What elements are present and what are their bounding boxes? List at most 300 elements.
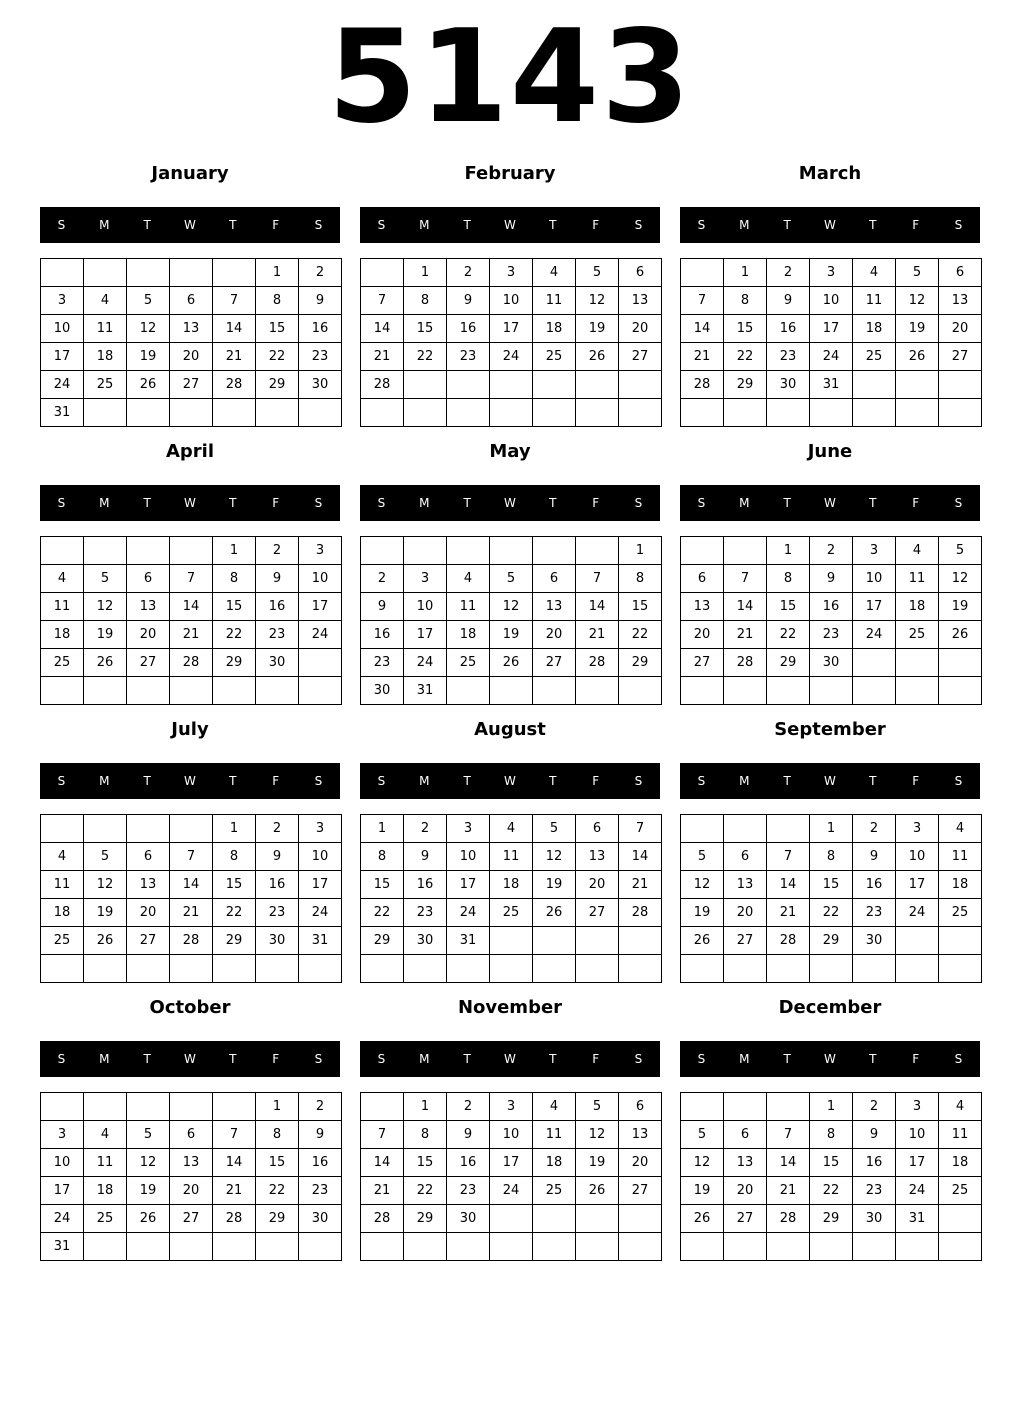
day-cell (810, 399, 853, 427)
day-cell: 24 (490, 343, 533, 371)
day-cell: 28 (681, 371, 724, 399)
day-cell: 18 (853, 315, 896, 343)
week-row (41, 537, 342, 565)
day-cell: 26 (127, 371, 170, 399)
day-cell: 10 (490, 1121, 533, 1149)
day-cell: 29 (619, 649, 662, 677)
week-row (681, 343, 982, 371)
weekday-label: T (229, 218, 237, 232)
day-cell (213, 1233, 256, 1261)
day-cell: 15 (619, 593, 662, 621)
day-cell (213, 259, 256, 287)
day-cell: 10 (896, 1121, 939, 1149)
day-cell (299, 399, 342, 427)
day-cell: 9 (256, 565, 299, 593)
day-cell (939, 677, 982, 705)
day-cell: 9 (853, 1121, 896, 1149)
day-cell (853, 955, 896, 983)
day-cell (724, 1093, 767, 1121)
week-row (361, 315, 662, 343)
day-cell: 31 (299, 927, 342, 955)
day-cell: 7 (170, 565, 213, 593)
day-cell (170, 1233, 213, 1261)
weekday-label: M (99, 774, 110, 788)
day-cell: 27 (724, 927, 767, 955)
day-cell: 11 (41, 871, 84, 899)
day-cell (576, 927, 619, 955)
day-cell: 2 (810, 537, 853, 565)
weekday-label: S (377, 774, 386, 788)
month-name: February (464, 163, 556, 184)
day-cell: 1 (619, 537, 662, 565)
day-cell: 3 (447, 815, 490, 843)
weekday-header (360, 1041, 660, 1077)
day-cell: 1 (767, 537, 810, 565)
week-row (681, 1149, 982, 1177)
day-cell: 21 (170, 621, 213, 649)
day-cell: 23 (256, 621, 299, 649)
day-cell: 29 (724, 371, 767, 399)
day-cell (939, 1205, 982, 1233)
day-cell (404, 399, 447, 427)
day-cell: 6 (681, 565, 724, 593)
weekday-label: S (314, 774, 323, 788)
day-cell: 12 (896, 287, 939, 315)
day-cell: 12 (84, 593, 127, 621)
weekday-label: T (783, 1052, 791, 1066)
weekday-header (360, 485, 660, 521)
day-cell: 15 (810, 871, 853, 899)
week-row (681, 815, 982, 843)
weekday-label: S (314, 218, 323, 232)
week-row (681, 899, 982, 927)
day-cell: 10 (41, 1149, 84, 1177)
day-cell: 4 (490, 815, 533, 843)
day-cell: 29 (810, 927, 853, 955)
day-cell (213, 399, 256, 427)
day-cell: 22 (724, 343, 767, 371)
day-cell: 2 (853, 815, 896, 843)
day-cell: 28 (724, 649, 767, 677)
day-cell: 8 (767, 565, 810, 593)
week-row (681, 315, 982, 343)
day-cell: 20 (724, 899, 767, 927)
day-cell (619, 1205, 662, 1233)
day-cell: 3 (41, 287, 84, 315)
weekday-label: S (57, 1052, 66, 1066)
day-cell: 12 (681, 1149, 724, 1177)
day-cell: 3 (490, 1093, 533, 1121)
day-cell: 6 (127, 565, 170, 593)
day-cell: 14 (681, 315, 724, 343)
day-cell: 22 (361, 899, 404, 927)
weekday-label: W (504, 496, 516, 510)
day-cell (767, 677, 810, 705)
day-cell (533, 1233, 576, 1261)
day-cell (404, 955, 447, 983)
weekday-label: W (824, 1052, 836, 1066)
day-cell: 12 (84, 871, 127, 899)
day-cell: 5 (681, 843, 724, 871)
day-cell (576, 371, 619, 399)
weekday-label: W (184, 496, 196, 510)
weekday-label: M (419, 1052, 430, 1066)
day-cell (84, 399, 127, 427)
day-cell: 19 (576, 1149, 619, 1177)
day-cell: 13 (170, 1149, 213, 1177)
day-cell: 13 (724, 1149, 767, 1177)
weekday-label: T (229, 1052, 237, 1066)
weekday-label: S (314, 496, 323, 510)
day-cell (681, 1093, 724, 1121)
week-row (361, 343, 662, 371)
day-cell: 16 (256, 593, 299, 621)
day-cell: 20 (170, 343, 213, 371)
weekday-label: S (954, 218, 963, 232)
day-cell: 26 (681, 1205, 724, 1233)
day-cell: 13 (127, 871, 170, 899)
day-cell (213, 677, 256, 705)
day-cell: 18 (41, 621, 84, 649)
day-cell (127, 1093, 170, 1121)
week-row (681, 621, 982, 649)
day-cell (170, 1093, 213, 1121)
weekday-header (680, 485, 980, 521)
week-row (41, 287, 342, 315)
day-cell: 16 (299, 1149, 342, 1177)
day-cell (619, 927, 662, 955)
weekday-label: M (99, 496, 110, 510)
day-grid (680, 536, 982, 705)
day-cell: 19 (84, 621, 127, 649)
day-cell (619, 371, 662, 399)
month-name: November (457, 997, 563, 1018)
day-cell: 29 (404, 1205, 447, 1233)
day-cell: 29 (256, 1205, 299, 1233)
week-row (681, 371, 982, 399)
weekday-header (680, 207, 980, 243)
weekday-label: T (549, 1052, 557, 1066)
day-cell: 15 (767, 593, 810, 621)
day-cell (127, 537, 170, 565)
day-cell (41, 815, 84, 843)
day-cell (533, 1205, 576, 1233)
weekday-label: F (912, 218, 920, 232)
weekday-label: F (272, 218, 280, 232)
week-row (681, 843, 982, 871)
day-cell (767, 399, 810, 427)
day-cell: 18 (896, 593, 939, 621)
day-cell: 23 (810, 621, 853, 649)
day-cell (447, 537, 490, 565)
day-cell: 10 (447, 843, 490, 871)
week-row (361, 955, 662, 983)
day-cell: 26 (84, 649, 127, 677)
day-cell: 24 (299, 621, 342, 649)
day-cell: 28 (361, 1205, 404, 1233)
day-cell (299, 955, 342, 983)
day-cell: 19 (127, 343, 170, 371)
day-cell: 5 (533, 815, 576, 843)
day-cell: 11 (447, 593, 490, 621)
day-cell: 10 (896, 843, 939, 871)
day-cell (84, 259, 127, 287)
day-cell: 23 (853, 1177, 896, 1205)
weekday-label: M (99, 218, 110, 232)
day-cell: 8 (256, 287, 299, 315)
day-cell: 4 (533, 1093, 576, 1121)
day-cell: 3 (853, 537, 896, 565)
day-cell (896, 1233, 939, 1261)
weekday-label: F (912, 774, 920, 788)
day-cell: 31 (41, 399, 84, 427)
day-cell (853, 677, 896, 705)
day-cell: 25 (41, 927, 84, 955)
day-cell: 2 (767, 259, 810, 287)
week-row (41, 1149, 342, 1177)
day-cell: 26 (576, 1177, 619, 1205)
day-cell: 26 (84, 927, 127, 955)
day-cell: 30 (810, 649, 853, 677)
day-cell (681, 259, 724, 287)
day-cell (853, 399, 896, 427)
day-cell (213, 955, 256, 983)
day-cell: 7 (170, 843, 213, 871)
day-cell (490, 927, 533, 955)
day-cell (853, 371, 896, 399)
month-name: March (798, 163, 862, 184)
weekday-label: W (504, 774, 516, 788)
day-cell: 24 (810, 343, 853, 371)
day-cell (896, 927, 939, 955)
week-row (361, 677, 662, 705)
day-cell: 25 (533, 343, 576, 371)
day-cell: 25 (84, 1205, 127, 1233)
weekday-label: S (57, 218, 66, 232)
day-grid (40, 258, 342, 427)
weekday-label: M (739, 1052, 750, 1066)
day-cell: 29 (213, 649, 256, 677)
day-cell: 27 (619, 1177, 662, 1205)
day-cell: 26 (127, 1205, 170, 1233)
day-cell (619, 1233, 662, 1261)
weekday-header (40, 207, 340, 243)
weekday-label: W (184, 1052, 196, 1066)
week-row (681, 649, 982, 677)
day-cell: 2 (299, 259, 342, 287)
day-cell (127, 815, 170, 843)
week-row (41, 1093, 342, 1121)
day-cell: 26 (681, 927, 724, 955)
day-cell: 8 (213, 565, 256, 593)
day-grid (40, 1092, 342, 1261)
day-cell (170, 815, 213, 843)
day-cell (576, 955, 619, 983)
day-cell (490, 537, 533, 565)
weekday-label: W (184, 774, 196, 788)
day-cell: 28 (361, 371, 404, 399)
day-cell: 27 (127, 649, 170, 677)
day-cell: 9 (404, 843, 447, 871)
weekday-header (360, 763, 660, 799)
day-cell (576, 1205, 619, 1233)
day-cell: 12 (681, 871, 724, 899)
day-cell: 19 (576, 315, 619, 343)
day-cell (256, 399, 299, 427)
week-row (361, 815, 662, 843)
day-cell: 13 (619, 287, 662, 315)
week-row (41, 343, 342, 371)
day-cell: 31 (896, 1205, 939, 1233)
weekday-label: S (954, 496, 963, 510)
day-cell: 11 (533, 1121, 576, 1149)
day-cell: 31 (810, 371, 853, 399)
day-cell: 11 (939, 1121, 982, 1149)
month-name: August (474, 719, 546, 740)
day-cell (447, 677, 490, 705)
week-row (681, 955, 982, 983)
day-cell (681, 955, 724, 983)
week-row (41, 955, 342, 983)
day-cell: 2 (361, 565, 404, 593)
day-cell: 11 (533, 287, 576, 315)
month-name: May (489, 441, 531, 462)
weekday-label: T (783, 496, 791, 510)
day-cell: 22 (404, 1177, 447, 1205)
day-cell: 13 (170, 315, 213, 343)
day-cell: 26 (939, 621, 982, 649)
day-cell: 3 (490, 259, 533, 287)
day-cell: 22 (619, 621, 662, 649)
day-cell: 7 (767, 1121, 810, 1149)
weekday-label: M (419, 218, 430, 232)
day-cell: 11 (853, 287, 896, 315)
weekday-label: W (824, 496, 836, 510)
day-cell: 14 (724, 593, 767, 621)
day-cell (533, 371, 576, 399)
week-row (361, 399, 662, 427)
weekday-label: F (912, 1052, 920, 1066)
day-cell (490, 955, 533, 983)
day-cell (84, 677, 127, 705)
day-cell (896, 649, 939, 677)
day-cell: 1 (810, 815, 853, 843)
day-cell: 4 (41, 565, 84, 593)
day-cell: 18 (447, 621, 490, 649)
day-cell: 3 (810, 259, 853, 287)
weekday-label: S (634, 1052, 643, 1066)
day-grid (360, 1092, 662, 1261)
weekday-label: T (783, 774, 791, 788)
day-cell (681, 399, 724, 427)
day-cell: 9 (447, 287, 490, 315)
day-cell: 13 (576, 843, 619, 871)
day-cell: 24 (404, 649, 447, 677)
day-cell: 22 (810, 1177, 853, 1205)
day-cell: 16 (853, 1149, 896, 1177)
day-cell (84, 537, 127, 565)
weekday-label: F (272, 1052, 280, 1066)
day-cell: 14 (619, 843, 662, 871)
day-cell: 14 (361, 315, 404, 343)
weekday-label: T (869, 774, 877, 788)
day-cell: 3 (404, 565, 447, 593)
month-name: October (149, 997, 231, 1018)
day-cell: 9 (810, 565, 853, 593)
weekday-label: W (184, 218, 196, 232)
week-row (41, 371, 342, 399)
day-cell: 17 (447, 871, 490, 899)
day-cell: 8 (619, 565, 662, 593)
day-cell (84, 815, 127, 843)
day-cell (41, 537, 84, 565)
day-cell (361, 955, 404, 983)
week-row (41, 621, 342, 649)
day-cell: 7 (576, 565, 619, 593)
day-cell (724, 677, 767, 705)
day-cell: 30 (256, 649, 299, 677)
day-cell: 30 (299, 1205, 342, 1233)
weekday-label: F (912, 496, 920, 510)
day-cell: 22 (256, 343, 299, 371)
day-cell: 12 (576, 1121, 619, 1149)
week-row (681, 1121, 982, 1149)
weekday-label: S (377, 496, 386, 510)
day-cell: 6 (619, 259, 662, 287)
day-cell: 27 (533, 649, 576, 677)
weekday-label: S (697, 774, 706, 788)
weekday-label: W (504, 1052, 516, 1066)
weekday-label: T (229, 774, 237, 788)
week-row (41, 1177, 342, 1205)
day-cell: 23 (299, 343, 342, 371)
day-cell: 27 (939, 343, 982, 371)
day-cell: 16 (404, 871, 447, 899)
week-row (41, 843, 342, 871)
day-cell: 17 (810, 315, 853, 343)
day-cell: 30 (447, 1205, 490, 1233)
week-row (41, 1205, 342, 1233)
day-cell: 21 (619, 871, 662, 899)
day-cell: 19 (681, 899, 724, 927)
day-cell: 20 (533, 621, 576, 649)
day-cell: 12 (576, 287, 619, 315)
day-cell: 4 (533, 259, 576, 287)
day-cell: 1 (404, 259, 447, 287)
day-cell (447, 955, 490, 983)
day-cell: 27 (619, 343, 662, 371)
month-name: July (171, 719, 209, 740)
day-cell: 17 (490, 315, 533, 343)
day-cell: 17 (41, 343, 84, 371)
weekday-label: S (57, 774, 66, 788)
weekday-label: W (824, 774, 836, 788)
day-cell (41, 259, 84, 287)
day-cell: 12 (533, 843, 576, 871)
day-cell (404, 1233, 447, 1261)
weekday-label: S (697, 218, 706, 232)
day-cell: 10 (490, 287, 533, 315)
day-grid (40, 536, 342, 705)
day-cell: 7 (619, 815, 662, 843)
day-cell: 5 (84, 565, 127, 593)
week-row (681, 871, 982, 899)
day-cell: 31 (447, 927, 490, 955)
day-cell: 14 (576, 593, 619, 621)
day-cell: 6 (724, 843, 767, 871)
week-row (361, 1093, 662, 1121)
week-row (41, 315, 342, 343)
